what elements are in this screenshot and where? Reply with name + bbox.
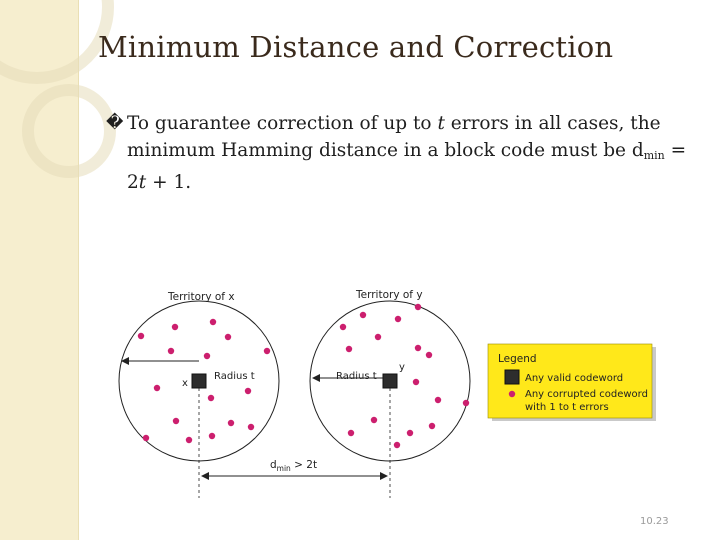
- corrupted-codeword-dot: [415, 304, 421, 310]
- dmin-rest: > 2t: [290, 459, 318, 471]
- corrupted-codeword-dot: [208, 395, 214, 401]
- bullet-text-part: = 2: [127, 140, 687, 193]
- corrupted-codeword-dot: [340, 324, 346, 330]
- corrupted-codeword-dot: [346, 346, 352, 352]
- corrupted-codeword-dot: [248, 424, 254, 430]
- territory-x-label: Territory of x: [168, 291, 235, 303]
- corrupted-codeword-dot: [245, 388, 251, 394]
- diagram-svg: [110, 278, 710, 498]
- legend-title: Legend: [498, 353, 537, 365]
- legend-item-valid: Any valid codeword: [525, 373, 624, 384]
- codeword-y: [383, 374, 397, 388]
- radius-y-label: Radius t: [336, 371, 377, 382]
- legend-box: [488, 344, 656, 421]
- decorative-ring-top: [0, 0, 114, 84]
- corrupted-codeword-dot: [210, 319, 216, 325]
- bullet-marker: �: [106, 113, 124, 133]
- corrupted-codeword-dot: [371, 417, 377, 423]
- legend-codeword-swatch: [505, 370, 519, 384]
- hamming-distance-diagram: [110, 278, 710, 498]
- corrupted-codeword-dot: [228, 420, 234, 426]
- slide-title: Minimum Distance and Correction: [98, 30, 614, 64]
- legend-item-corrupted-line2: with 1 to t errors: [525, 402, 609, 413]
- corrupted-codeword-dot: [395, 316, 401, 322]
- corrupted-codeword-dot: [186, 437, 192, 443]
- corrupted-codeword-dot: [348, 430, 354, 436]
- bullet-subscript-min: min: [643, 149, 665, 162]
- corrupted-codeword-dot: [204, 353, 210, 359]
- corrupted-codeword-dot: [415, 345, 421, 351]
- legend-corrupted-swatch: [509, 391, 515, 397]
- corrupted-codeword-dot: [209, 433, 215, 439]
- radius-x-label: Radius t: [214, 371, 255, 382]
- corrupted-codeword-dot: [426, 352, 432, 358]
- dmin-d: d: [270, 459, 277, 471]
- corrupted-codeword-dot: [360, 312, 366, 318]
- bullet-point: [106, 110, 696, 196]
- corrupted-codeword-dot: [173, 418, 179, 424]
- corrupted-codeword-dot: [435, 397, 441, 403]
- codeword-x: [192, 374, 206, 388]
- corrupted-codeword-dot: [394, 442, 400, 448]
- corrupted-codeword-dot: [413, 379, 419, 385]
- corrupted-codeword-dot: [154, 385, 160, 391]
- dmin-label: [270, 459, 317, 473]
- decorative-ring-middle: [22, 84, 116, 178]
- bullet-text-part: To guarantee correction of up to: [127, 113, 438, 134]
- territory-y-label: Territory of y: [356, 289, 423, 301]
- dmin-subscript: min: [276, 464, 291, 473]
- corrupted-codeword-dot: [463, 400, 469, 406]
- corrupted-codeword-dot: [407, 430, 413, 436]
- corrupted-codeword-dot: [225, 334, 231, 340]
- bullet-text: [127, 110, 696, 196]
- codeword-x-label: x: [182, 378, 188, 389]
- bullet-text-part: errors in all cases, the minimum Hamming distance in a block code must be d: [127, 113, 661, 161]
- bullet-text-part: + 1.: [146, 172, 192, 193]
- legend-item-corrupted-line1: Any corrupted codeword: [525, 389, 648, 400]
- bullet-variable-t: t: [138, 172, 147, 193]
- corrupted-codeword-dot: [168, 348, 174, 354]
- corrupted-codeword-dot: [429, 423, 435, 429]
- corrupted-codeword-dot: [375, 334, 381, 340]
- codeword-y-label: y: [399, 362, 405, 373]
- corrupted-codeword-dot: [143, 435, 149, 441]
- corrupted-codeword-dot: [264, 348, 270, 354]
- corrupted-codeword-dot: [138, 333, 144, 339]
- corrupted-codeword-dot: [172, 324, 178, 330]
- bullet-variable-t: t: [437, 113, 445, 134]
- slide-number: 10.23: [640, 516, 669, 527]
